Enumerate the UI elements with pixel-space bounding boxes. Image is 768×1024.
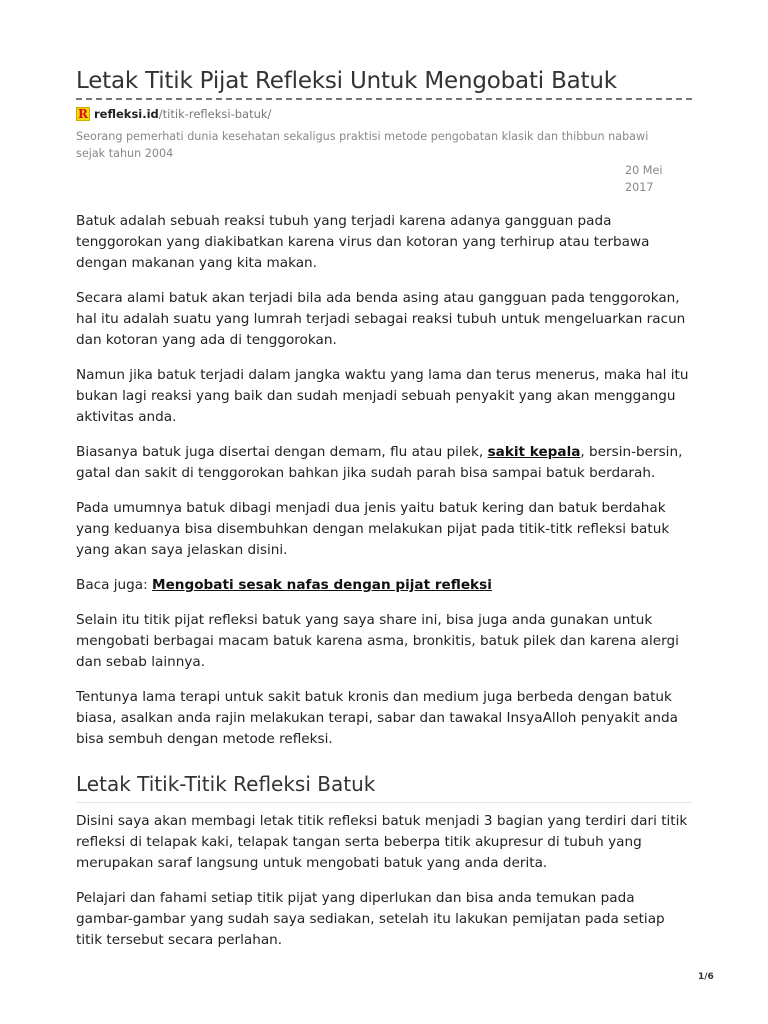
sakit-kepala-link[interactable]: sakit kepala bbox=[487, 444, 581, 460]
paragraph-2: Secara alami batuk akan terjadi bila ada benda asing atau gangguan pada tenggorokan, hal itu adalah suatu yang lumrah terjadi sebagai reaksi tubuh untuk mengeluarkan racun dan kotoran yang ada di tenggorokan. bbox=[76, 290, 686, 348]
page-number: 1/6 bbox=[698, 972, 714, 982]
author-bio: Seorang pemerhati dunia kesehatan sekaligus praktisi metode pengobatan klasik dan thibbun nabawi sejak tahun 2004 bbox=[76, 130, 649, 160]
paragraph-3: Namun jika batuk terjadi dalam jangka waktu yang lama dan terus menerus, maka hal itu bukan lagi reaksi yang baik dan sudah menjadi sebuah penyakit yang akan menggangu aktivitas anda. bbox=[76, 367, 689, 425]
section-heading: Letak Titik-Titik Refleksi Batuk bbox=[76, 770, 692, 803]
article-title: Letak Titik Pijat Refleksi Untuk Mengobati Batuk bbox=[76, 68, 617, 94]
site-logo-icon: R bbox=[76, 107, 90, 121]
sesak-nafas-link[interactable]: Mengobati sesak nafas dengan pijat refleksi bbox=[152, 577, 492, 593]
source-domain: refleksi.id bbox=[94, 107, 159, 121]
paragraph-5: Pada umumnya batuk dibagi menjadi dua jenis yaitu batuk kering dan batuk berdahak yang keduanya bisa disembuhkan dengan melakukan pijat pada titik-titk refleksi batuk yang akan saya jelaskan disini. bbox=[76, 500, 670, 558]
paragraph-8: Tentunya lama terapi untuk sakit batuk kronis dan medium juga berbeda dengan batuk biasa, asalkan anda rajin melakukan terapi, sabar dan tawakal InsyaAlloh penyakit anda bisa sembuh dengan metode refleksi. bbox=[76, 689, 678, 747]
article-page bbox=[76, 0, 692, 948]
source-line bbox=[76, 106, 692, 122]
paragraph-4: Biasanya batuk juga disertai dengan demam, flu atau pilek, sakit kepala, bersin-bersin, gatal dan sakit di tenggorokan bahkan jika sudah parah bisa sampai batuk berdarah. bbox=[76, 444, 683, 481]
title-divider bbox=[76, 98, 692, 100]
paragraph-7: Selain itu titik pijat refleksi batuk yang saya share ini, bisa juga anda gunakan untuk mengobati berbagai macam batuk karena asma, bronkitis, batuk pilek dan karena alergi dan sebab lainnya. bbox=[76, 612, 679, 670]
paragraph-1: Batuk adalah sebuah reaksi tubuh yang terjadi karena adanya gangguan pada tenggorokan yang diakibatkan karena virus dan kotoran yang terhirup atau terbawa dengan makanan yang kita makan. bbox=[76, 213, 650, 271]
publish-date: 20 Mei 2017 bbox=[625, 164, 663, 194]
paragraph-9: Disini saya akan membagi letak titik refleksi batuk menjadi 3 bagian yang terdiri dari titik refleksi di telapak kaki, telapak tangan serta beberpa titik akupresur di tubuh yang merupakan saraf langsung untuk mengobati batuk yang anda derita. bbox=[76, 813, 688, 871]
source-path: /titik-refleksi-batuk/ bbox=[158, 107, 272, 121]
paragraph-10: Pelajari dan fahami setiap titik pijat yang diperlukan dan bisa anda temukan pada gambar-gambar yang sudah saya sediakan, setelah itu lakukan pemijatan pada setiap titik tersebut secara perlahan. bbox=[76, 890, 665, 948]
paragraph-6 bbox=[76, 575, 692, 596]
article-content bbox=[76, 211, 692, 965]
baca-juga-label: Baca juga: bbox=[76, 577, 153, 593]
source-link[interactable] bbox=[94, 107, 271, 121]
